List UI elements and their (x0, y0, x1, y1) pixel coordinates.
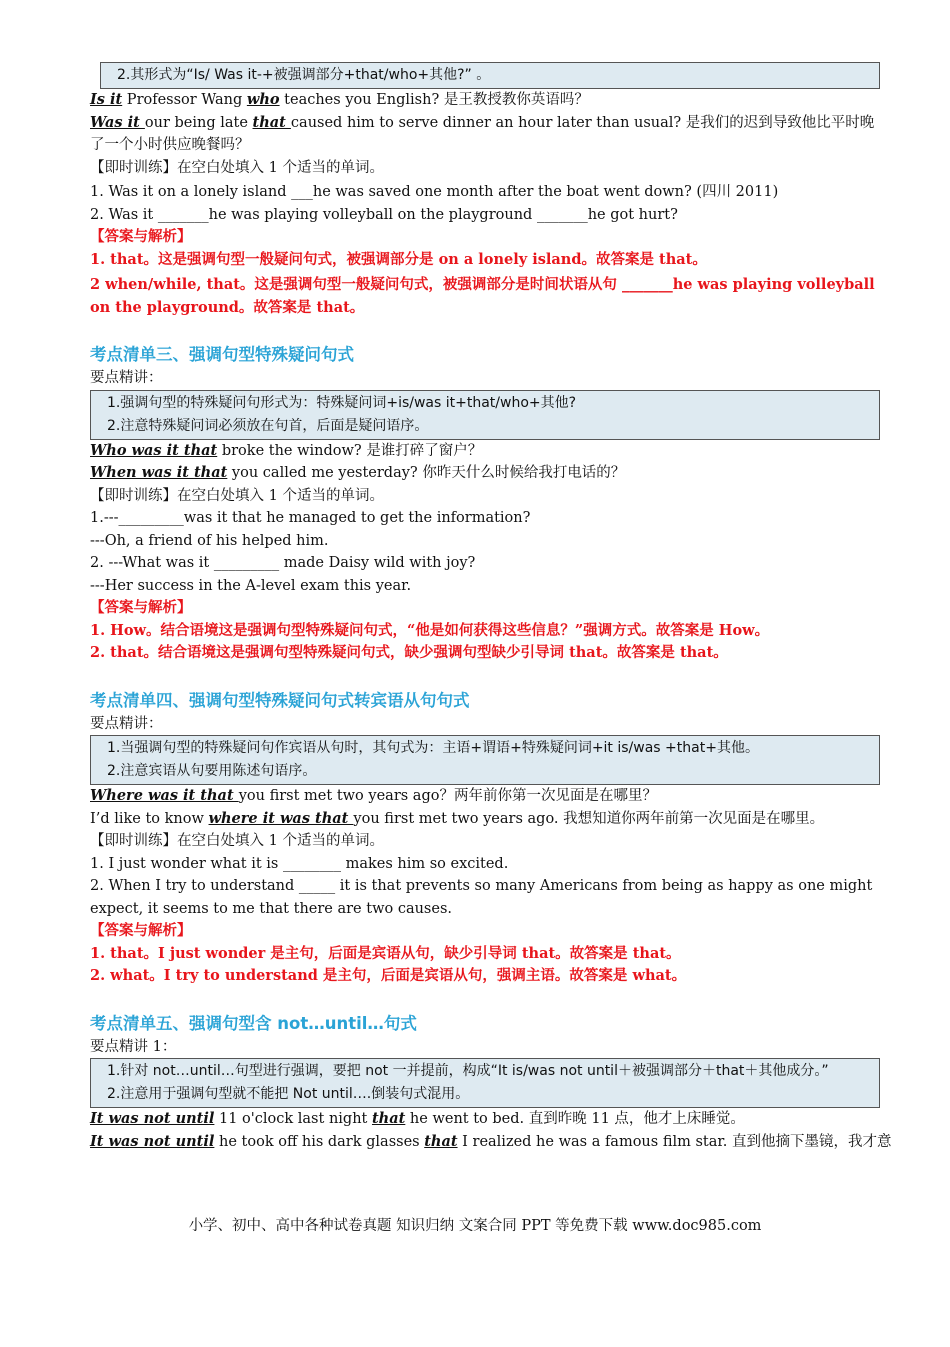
emphasis-marker: Is it (90, 91, 123, 108)
key-points-box (90, 735, 880, 785)
emphasis-marker: that (371, 1110, 406, 1127)
emphasis-marker: that (252, 113, 291, 131)
emphasis-marker: Was it (90, 113, 145, 131)
key-point: 1.针对 not…until…句型进行强调，要把 not 一并提前，构成“It is/was not until＋被强调部分＋that＋其他成分。” (107, 1063, 829, 1079)
key-point: 2.注意宾语从句要用陈述句语序。 (107, 763, 317, 779)
key-points-label: 要点精讲： (90, 370, 163, 386)
key-points-box (90, 1058, 880, 1108)
emphasis-marker: Where was it that (90, 787, 239, 804)
key-point: 2.注意用于强调句型就不能把 Not until….倒装句式混用。 (107, 1086, 470, 1102)
exercise-question: 2. When I try to understand _____ it is that prevents so many Americans from being as happy as one might expect, it seems to me that there are two causes. (90, 878, 873, 917)
exercise-answer-line: ---Her success in the A-level exam this year. (90, 577, 412, 594)
emphasis-marker: It was not until (90, 1132, 215, 1150)
page-footer: 小学、初中、高中各种试卷真题 知识归纳 文案合同 PPT 等免费下载 www.doc985.com (188, 1218, 762, 1234)
example-sentence: Was it our being late that caused him to serve dinner an hour later than usual? 是我们的迟到导致他比平时晚了一个小时供应晚餐吗？ (90, 113, 875, 153)
answer-text: 1. that。I just wonder 是主句，后面是宾语从句，缺少引导词 that。故答案是 that。 (90, 944, 681, 962)
section-heading: 考点清单三、强调句型特殊疑问句式 (90, 345, 354, 364)
section-heading: 考点清单五、强调句型含 not…until…句式 (90, 1013, 417, 1033)
example-sentence: I’d like to know where it was that you first met two years ago. 我想知道你两年前第一次见面是在哪里。 (90, 809, 825, 827)
emphasis-marker: It was not until (90, 1110, 215, 1127)
emphasis-marker: who (246, 91, 280, 108)
form-note-box (100, 62, 880, 89)
answer-text: 1. How。结合语境这是强调句型特殊疑问句式，“他是如何获得这些信息？”强调方式。故答案是 How。 (90, 621, 770, 639)
practice-label: 【即时训练】在空白处填入 1 个适当的单词。 (90, 159, 384, 176)
emphasis-marker: that (424, 1132, 458, 1150)
example-sentence: When was it that you called me yesterday? 你昨天什么时候给我打电话的？ (90, 464, 626, 481)
document-page (90, 62, 892, 1153)
example-sentence: It was not until he took off his dark glasses that I realized he was a famous film star. 直到他摘下墨镜，我才意 (90, 1132, 892, 1150)
example-sentence: Who was it that broke the window? 是谁打碎了窗户？ (90, 441, 483, 459)
key-point: 2.注意特殊疑问词必须放在句首，后面是疑问语序。 (107, 417, 429, 434)
answer-title: 【答案与解析】 (90, 599, 192, 616)
key-points-label: 要点精讲： (90, 715, 163, 732)
key-points-label: 要点精讲 1： (90, 1038, 177, 1055)
example-sentence: Where was it that you first met two years ago？两年前你第一次见面是在哪里？ (90, 787, 657, 804)
emphasis-marker: where it was that (208, 809, 354, 827)
form-note: 2.其形式为“Is/ Was it-+被强调部分+that/who+其他?” 。 (117, 67, 491, 83)
answer-title: 【答案与解析】 (90, 228, 192, 245)
emphasis-marker: Who was it that (90, 441, 218, 459)
exercise-question: 2. ---What was it _________ made Daisy wild with joy? (90, 555, 476, 571)
answer-text: 2. what。I try to understand 是主句，后面是宾语从句，强调主语。故答案是 what。 (90, 967, 687, 984)
practice-label: 【即时训练】在空白处填入 1 个适当的单词。 (90, 487, 384, 504)
answer-text: 2. that。结合语境这是强调句型特殊疑问句式，缺少强调句型缺少引导词 that。故答案是 that。 (90, 644, 728, 661)
key-point: 1.强调句型的特殊疑问句形式为：特殊疑问词+is/was it+that/who+其他? (107, 394, 577, 411)
practice-label: 【即时训练】在空白处填入 1 个适当的单词。 (90, 833, 384, 849)
answer-text: 2 when/while, that。这是强调句型一般疑问句式，被强调部分是时间状语从句 _______he was playing volleyball on the playground。故答案是 that。 (90, 276, 875, 316)
answer-title: 【答案与解析】 (90, 922, 192, 939)
example-sentence: Is it Professor Wang who teaches you English? 是王教授教你英语吗？ (90, 91, 589, 108)
exercise-question: 2. Was it _______he was playing volleyball on the playground _______he got hurt? (90, 206, 678, 223)
answer-text: 1. that。这是强调句型一般疑问句式，被强调部分是 on a lonely island。故答案是 that。 (90, 250, 707, 268)
exercise-question: 1. Was it on a lonely island ___he was saved one month after the boat went down? (四川 2011) (90, 184, 779, 200)
exercise-answer-line: ---Oh, a friend of his helped him. (90, 532, 329, 549)
emphasis-marker: When was it that (90, 464, 228, 481)
exercise-question: 1.---_________was it that he managed to get the information? (90, 510, 531, 526)
section-heading: 考点清单四、强调句型特殊疑问句式转宾语从句句式 (90, 690, 470, 710)
key-point: 1.当强调句型的特殊疑问句作宾语从句时，其句式为：主语+谓语+特殊疑问词+it is/was +that+其他。 (107, 740, 759, 756)
exercise-question: 1. I just wonder what it is ________ makes him so excited. (90, 855, 509, 872)
key-points-box (90, 390, 880, 440)
example-sentence: It was not until 11 o'clock last night that he went to bed. 直到昨晚 11 点，他才上床睡觉。 (90, 1110, 745, 1127)
